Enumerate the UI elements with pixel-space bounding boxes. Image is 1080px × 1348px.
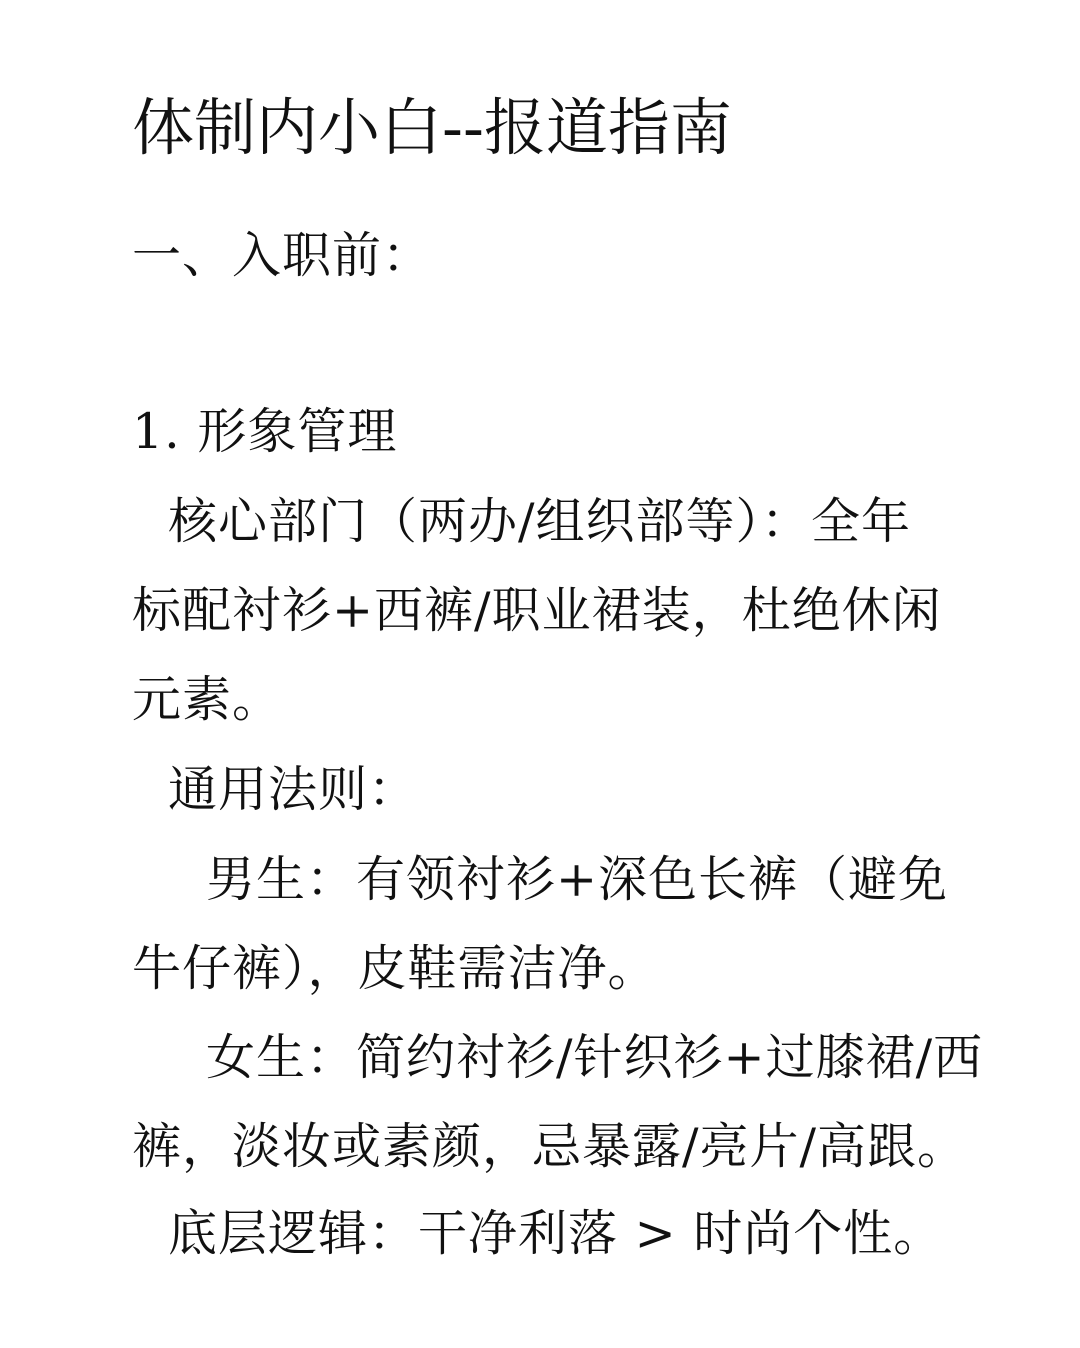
paragraph-line: 元素。 [132, 671, 283, 728]
paragraph-line: 女生：简约衬衫/针织衫+过膝裙/西 [206, 1029, 984, 1086]
paragraph-line: 核心部门（两办/组织部等）：全年 [168, 493, 912, 550]
paragraph-line: 裤，淡妆或素颜，忌暴露/亮片/高跟。 [132, 1118, 968, 1175]
section-heading: 一、入职前： [132, 227, 433, 284]
page-title: 体制内小白--报道指南 [132, 91, 732, 164]
paragraph-line: 男生：有领衬衫+深色长裤（避免 [206, 851, 949, 908]
paragraph-line: 底层逻辑：干净利落 > 时尚个性。 [168, 1205, 944, 1262]
paragraph-line: 牛仔裤），皮鞋需洁净。 [132, 940, 658, 997]
subsection-heading: 1. 形象管理 [132, 403, 398, 460]
rule-heading: 通用法则： [168, 761, 419, 818]
paragraph-line: 标配衬衫+西裤/职业裙装，杜绝休闲 [132, 582, 942, 639]
